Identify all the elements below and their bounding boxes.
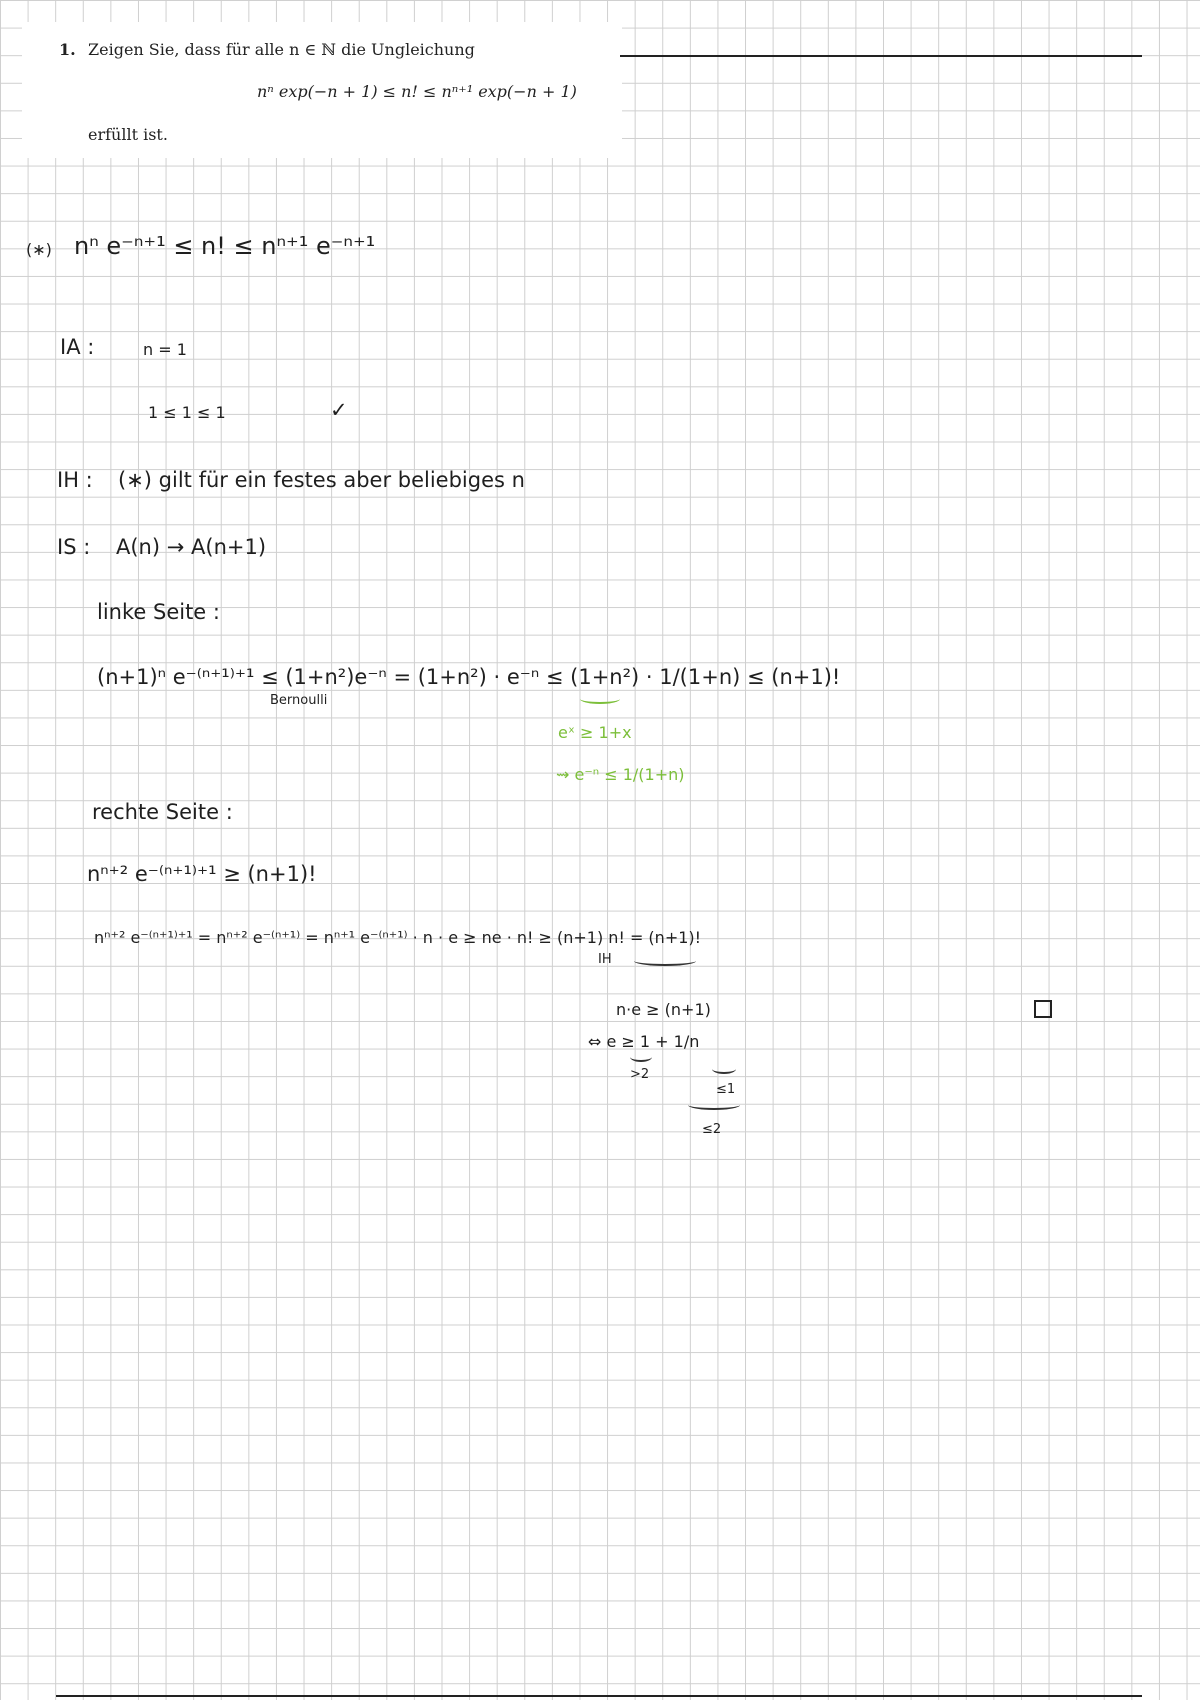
- bernoulli-note: Bernoulli: [270, 693, 328, 708]
- ih-label: IH :: [57, 468, 93, 492]
- right-sub-2: ⇔ e ≥ 1 + 1/n: [588, 1032, 700, 1051]
- ih-text: (∗) gilt für ein festes aber beliebiges n: [118, 468, 525, 492]
- task-end: erfüllt ist.: [88, 125, 168, 144]
- top-rule: [620, 55, 1142, 57]
- right-sub-3: >2: [630, 1067, 650, 1082]
- ia-case: n = 1: [143, 340, 187, 359]
- right-sub-4: ≤1: [716, 1082, 736, 1097]
- ia-tick: ✓: [330, 398, 348, 422]
- ia-check: 1 ≤ 1 ≤ 1: [148, 403, 226, 422]
- ih-mark: IH: [598, 952, 612, 967]
- right-claim: nⁿ⁺² e⁻⁽ⁿ⁺¹⁾⁺¹ ≥ (n+1)!: [87, 862, 317, 886]
- left-underbrace: [580, 694, 620, 704]
- right-sub-1: n·e ≥ (n+1): [616, 1000, 711, 1019]
- left-heading: linke Seite :: [97, 600, 220, 624]
- task-formula: nⁿ exp(−n + 1) ≤ n! ≤ nⁿ⁺¹ exp(−n + 1): [257, 82, 577, 101]
- is-text: A(n) → A(n+1): [116, 535, 267, 559]
- right-chain: nⁿ⁺² e⁻⁽ⁿ⁺¹⁾⁺¹ = nⁿ⁺² e⁻⁽ⁿ⁺¹⁾ = nⁿ⁺¹ e⁻⁽ⁿ⁺¹⁾ · n · e ≥ ne · n! ≥ (n+1) n! = (n+1)!: [94, 928, 702, 947]
- right-underbrace: [634, 956, 696, 966]
- qed-box: [1034, 1000, 1052, 1018]
- sub-underbrace-frac: [712, 1064, 736, 1074]
- statement-marker: (∗): [26, 240, 52, 259]
- sub-underbrace-e: [630, 1052, 652, 1062]
- ia-label: IA :: [60, 335, 95, 359]
- right-heading: rechte Seite :: [92, 800, 233, 824]
- task-box: [22, 22, 622, 158]
- task-number: 1.: [59, 40, 76, 59]
- right-sub-5: ≤2: [702, 1122, 722, 1137]
- is-label: IS :: [57, 535, 91, 559]
- sub-underbrace-sum: [688, 1100, 740, 1110]
- task-text: Zeigen Sie, dass für alle n ∈ ℕ die Ungleichung: [88, 40, 475, 59]
- left-note-2: ⇝ e⁻ⁿ ≤ 1/(1+n): [556, 765, 685, 784]
- statement-formula: nⁿ e⁻ⁿ⁺¹ ≤ n! ≤ nⁿ⁺¹ e⁻ⁿ⁺¹: [74, 232, 376, 260]
- left-chain: (n+1)ⁿ e⁻⁽ⁿ⁺¹⁾⁺¹ ≤ (1+n²)e⁻ⁿ = (1+n²) · e⁻ⁿ ≤ (1+n²) · 1/(1+n) ≤ (n+1)!: [97, 665, 841, 689]
- bottom-rule: [56, 1695, 1142, 1697]
- left-note-1: eˣ ≥ 1+x: [558, 723, 632, 742]
